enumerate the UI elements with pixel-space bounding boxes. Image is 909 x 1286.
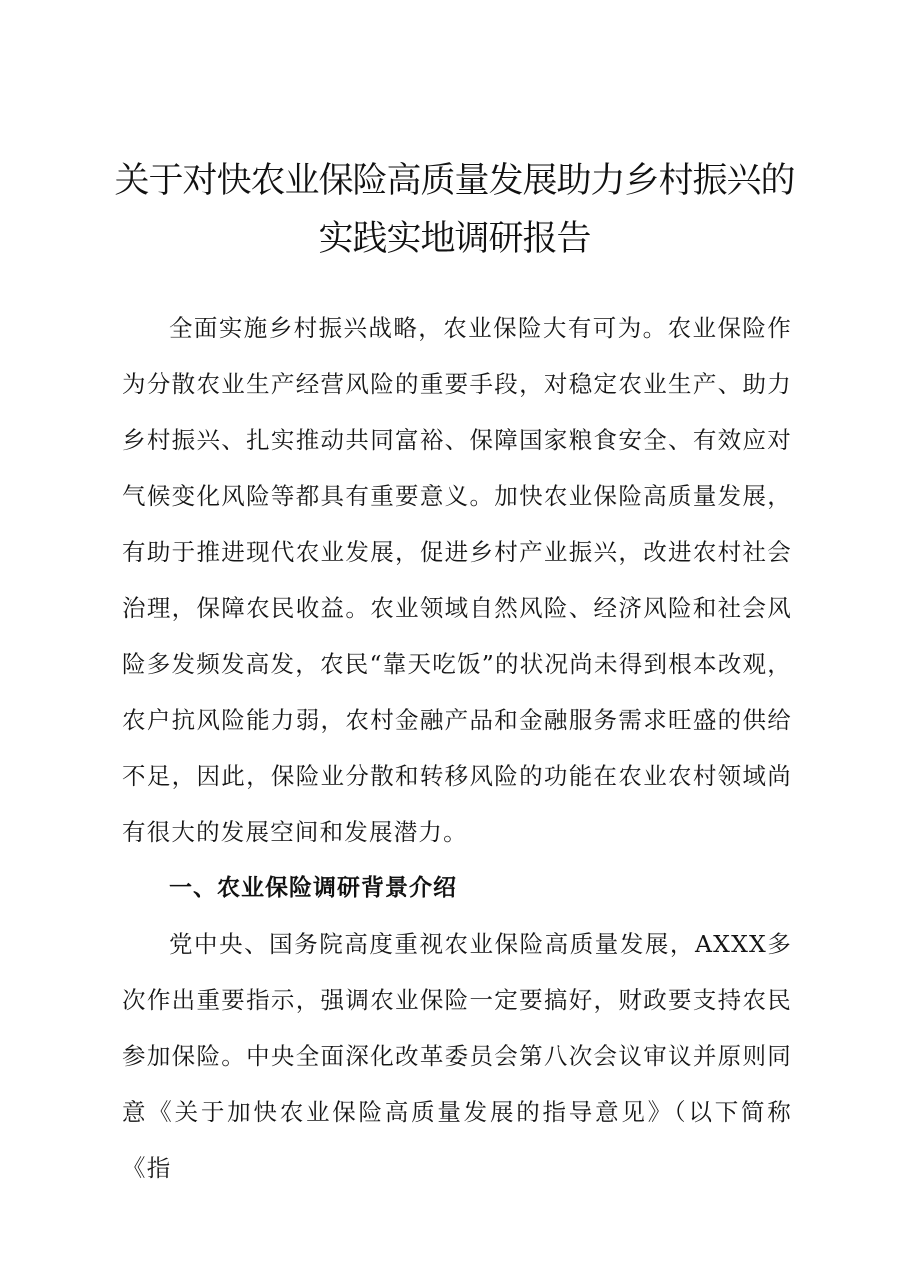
title-line-2: 实践实地调研报告 xyxy=(318,219,591,259)
intro-paragraph: 全面实施乡村振兴战略，农业保险大有可为。农业保险作为分散农业生产经营风险的重要手段，对稳定农业生产、助力乡村振兴、扎实推动共同富裕、保障国家粮食安全、有效应对气候变化风险等都具有重要意义。加快农业保险高质量发展，有助于推进现代农业发展，促进乡村产业振兴，改进农村社会治理，保障农民收益。农业领域自然风险、经济风险和社会风险多发频发高发，农民“靠天吃饭”的状况尚未得到根本改观，农户抗风险能力弱，农村金融产品和金融服务需求旺盛的供给不足，因此，保险业分散和转移风险的功能在农业农村领域尚有很大的发展空间和发展潜力。 xyxy=(122,314,792,846)
document-body xyxy=(122,300,792,1196)
document-title xyxy=(100,152,809,268)
title-line-1: 关于对快农业保险高质量发展助力乡村振兴的 xyxy=(114,161,795,201)
section-1-paragraph: 党中央、国务院高度重视农业保险高质量发展，AXXX多次作出重要指示，强调农业保险一定要搞好，财政要支持农民参加保险。中央全面深化改革委员会第八次会议审议并原则同意《关于加快农业保险高质量发展的指导意见》（以下简称《指 xyxy=(122,930,792,1182)
section-heading-1: 一、农业保险调研背景介绍 xyxy=(169,875,457,901)
